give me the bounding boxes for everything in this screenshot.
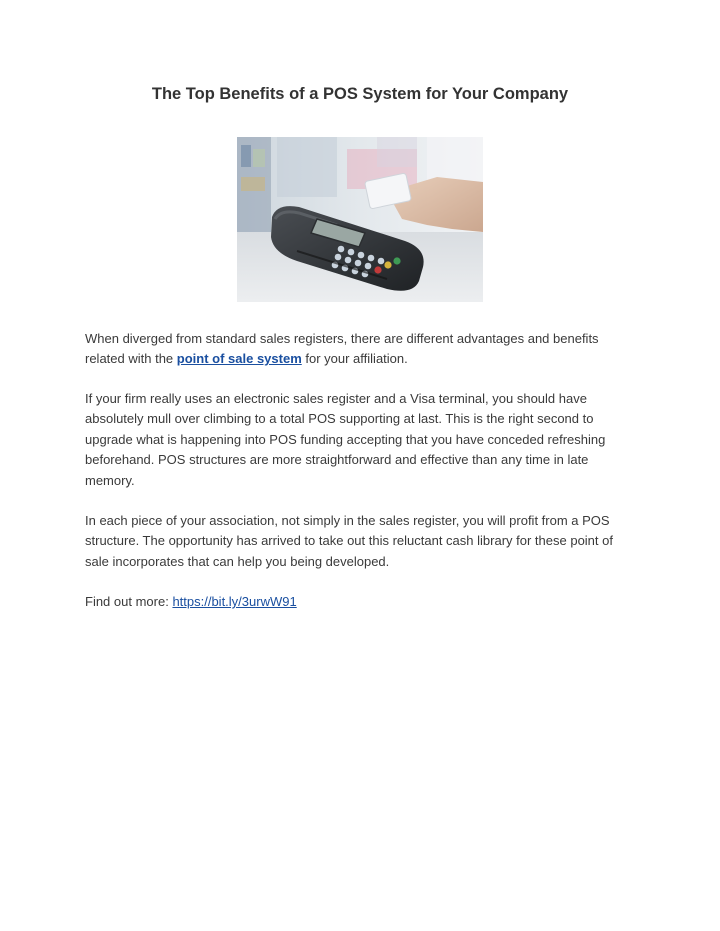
- find-out-more-line: [85, 592, 637, 612]
- intro-text-before-link: When diverged from standard sales registers, there are different advantages and benefits related with the: [85, 331, 599, 367]
- intro-paragraph: [85, 329, 637, 370]
- pos-terminal-image: [237, 137, 483, 302]
- paragraph-electronic-register: If your firm really uses an electronic sales register and a Visa terminal, you should have absolutely mull over climbing to a total POS supporting at last. This is the right second to upgrade what is happening into POS funding accepting that you have conceded refreshing beforehand. POS structures are more straightforward and effective than any time in late memory.: [85, 391, 606, 488]
- find-out-more-label: Find out more:: [85, 594, 173, 609]
- paragraph-pos-structure: In each piece of your association, not simply in the sales register, you will profit from a POS structure. The opportunity has arrived to take out this reluctant cash library for these point of sale incorporates that can help you being developed.: [85, 513, 613, 569]
- find-out-more-link[interactable]: https://bit.ly/3urwW91: [172, 594, 297, 609]
- page-title: The Top Benefits of a POS System for Your Company: [151, 85, 569, 103]
- point-of-sale-system-link[interactable]: point of sale system: [176, 351, 302, 367]
- intro-text-after-link: for your affiliation.: [301, 351, 408, 367]
